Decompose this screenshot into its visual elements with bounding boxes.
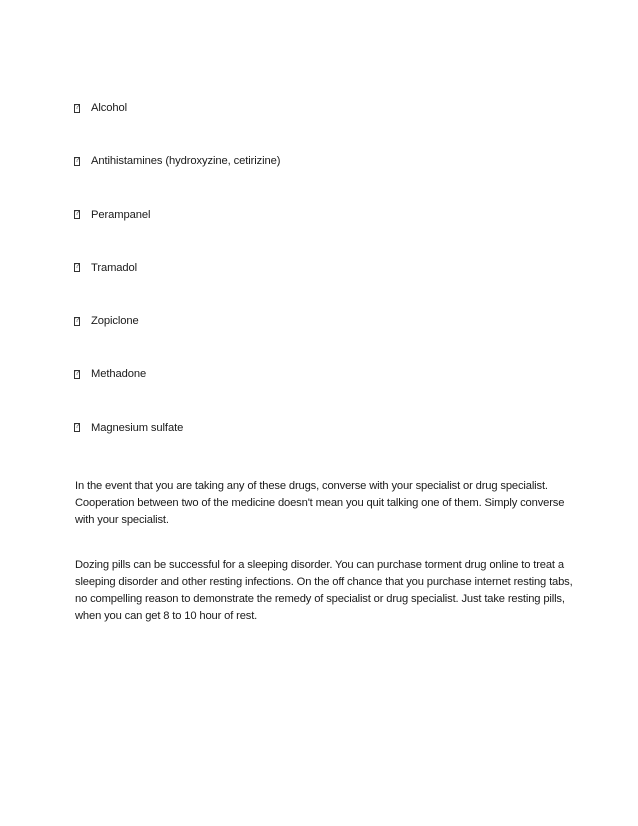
paragraph-line: sleeping disorder and other resting infections. On the off chance that you purchase internet resting tabs, (75, 576, 573, 588)
list-item (74, 100, 280, 116)
list-item-label: Perampanel (91, 208, 151, 221)
list-item-label: Alcohol (91, 102, 127, 114)
list-item-label: Zopiclone (91, 315, 139, 328)
bullet-icon (74, 317, 80, 326)
drug-interaction-list (74, 100, 280, 473)
list-item (74, 420, 280, 436)
list-item (74, 366, 280, 382)
list-item (74, 313, 280, 329)
consult-specialist-paragraph (75, 478, 575, 529)
list-item (74, 153, 280, 169)
list-item-label: Methadone (91, 368, 147, 381)
bullet-icon (74, 157, 80, 166)
paragraph-line: Dozing pills can be successful for a sleeping disorder. You can purchase torment drug online to treat a (75, 559, 564, 571)
bullet-icon (74, 210, 80, 219)
list-item-label: Magnesium sulfate (91, 421, 184, 434)
bullet-icon (74, 370, 80, 379)
paragraph-line: In the event that you are taking any of these drugs, converse with your specialist or drug specialist. (75, 480, 548, 492)
bullet-icon (74, 263, 80, 272)
paragraph-line: when you can get 8 to 10 hour of rest. (75, 610, 258, 622)
list-item-label: Tramadol (91, 261, 138, 274)
list-item (74, 207, 280, 223)
bullet-icon (74, 104, 80, 113)
paragraph-line: Cooperation between two of the medicine doesn't mean you quit talking one of them. Simply converse (75, 497, 565, 509)
sleeping-pills-paragraph (75, 557, 575, 625)
list-item (74, 260, 280, 276)
paragraph-line: with your specialist. (75, 514, 169, 526)
paragraph-line: no compelling reason to demonstrate the remedy of specialist or drug specialist. Just take resting pills, (75, 593, 565, 605)
bullet-icon (74, 423, 80, 432)
list-item-label: Antihistamines (hydroxyzine, cetirizine) (91, 155, 281, 168)
